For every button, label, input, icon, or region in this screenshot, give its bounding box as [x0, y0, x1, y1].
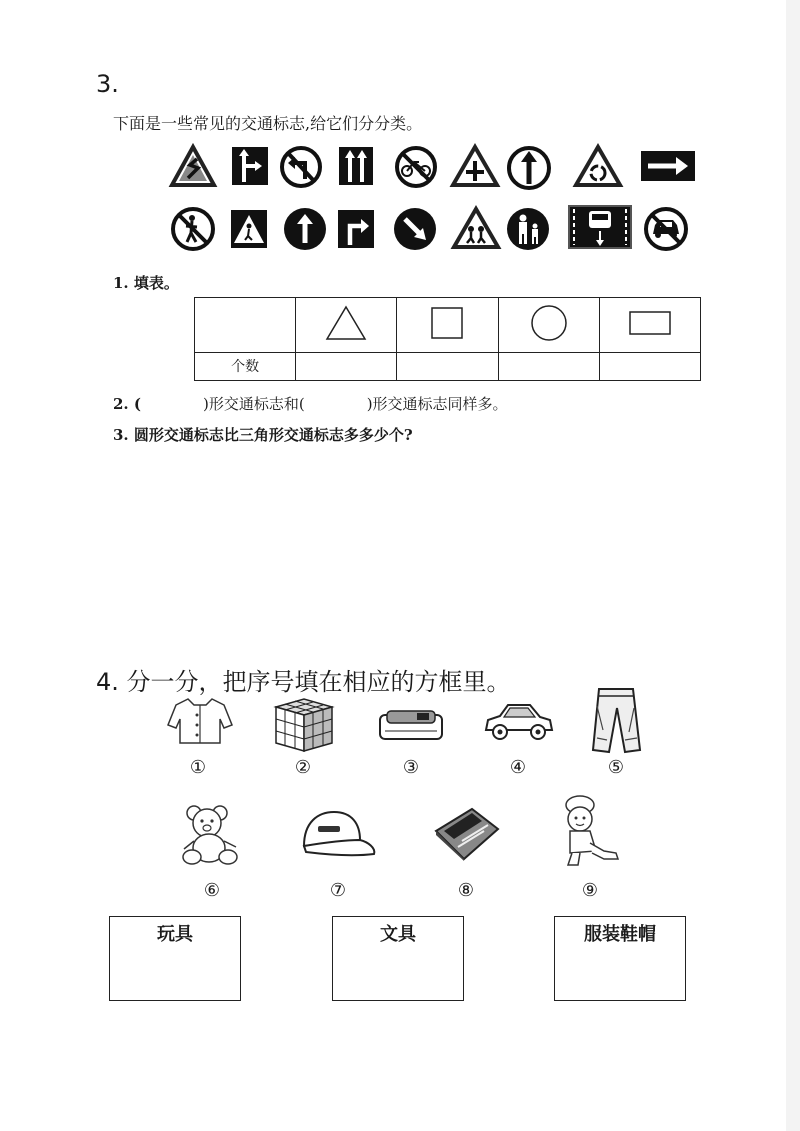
item-number-1: ①: [189, 757, 207, 778]
circle-no-left-turn-sign-icon: [279, 145, 323, 189]
item-number-7: ⑦: [329, 880, 347, 901]
item-number-8: ⑧: [457, 880, 475, 901]
square-turn-sign-icon: [231, 146, 269, 186]
part-3-line: 3. 圆形交通标志比三角形交通标志多多少个?: [113, 426, 413, 444]
part-2-line: [113, 393, 508, 414]
rectangle-header-cell: [599, 298, 700, 353]
part-2-b: )形交通标志和(: [202, 395, 305, 413]
question-3-intro: 下面是一些常见的交通标志,给它们分分类。: [113, 114, 423, 133]
triangle-count-cell[interactable]: [296, 352, 397, 380]
circle-up-arrow-sign-icon: [282, 206, 328, 252]
circle-no-bicycle-sign-icon: [394, 145, 438, 189]
item-number-3: ③: [402, 757, 420, 778]
shirt-icon: [166, 695, 234, 747]
scan-edge: [786, 0, 800, 1131]
eraser-icon: [432, 805, 502, 863]
shape-count-table: [194, 297, 701, 381]
square-count-cell[interactable]: [397, 352, 498, 380]
clothing-answer-box[interactable]: [554, 916, 686, 1001]
circle-pedestrian-sign-icon: [505, 206, 551, 252]
circle-header-cell: [498, 298, 599, 353]
circle-no-pedestrian-sign-icon: [170, 206, 216, 252]
item-number-9: ⑨: [581, 880, 599, 901]
square-straight-sign-icon: [338, 146, 374, 186]
stationery-box-label: 文具: [380, 924, 416, 945]
circle-count-cell[interactable]: [498, 352, 599, 380]
square-crosswalk-sign-icon: [230, 209, 268, 249]
part-2-c: )形交通标志同样多。: [366, 395, 508, 413]
stationery-answer-box[interactable]: [332, 916, 464, 1001]
item-number-2: ②: [294, 757, 312, 778]
pants-icon: [587, 686, 643, 754]
cap-icon: [298, 810, 378, 860]
triangle-roundabout-sign-icon: [574, 145, 622, 187]
pencil-case-icon: [377, 707, 447, 743]
question-3-number: 3.: [96, 70, 119, 98]
toys-answer-box[interactable]: [109, 916, 241, 1001]
rectangle-shape-icon: [628, 310, 672, 336]
square-shape-icon: [430, 306, 464, 340]
square-right-turn-sign-icon: [337, 209, 375, 249]
doll-icon: [556, 793, 622, 873]
rectangle-count-cell[interactable]: [599, 352, 700, 380]
square-bus-lane-sign-icon: [568, 205, 632, 249]
triangle-curve-sign-icon: [170, 145, 220, 187]
triangle-shape-icon: [325, 305, 367, 341]
teddy-bear-icon: [180, 803, 244, 867]
part-1-label: 1. 填表。: [113, 274, 179, 292]
rubiks-cube-icon: [272, 693, 336, 753]
rectangle-right-arrow-sign-icon: [640, 150, 696, 182]
circle-down-right-arrow-sign-icon: [392, 206, 438, 252]
toys-box-label: 玩具: [157, 924, 193, 945]
item-number-6: ⑥: [203, 880, 221, 901]
item-number-4: ④: [509, 757, 527, 778]
item-number-5: ⑤: [607, 757, 625, 778]
circle-shape-icon: [530, 304, 568, 342]
triangle-children-sign-icon: [452, 207, 500, 249]
table-corner-cell: [195, 298, 296, 353]
toy-car-icon: [482, 700, 554, 744]
triangle-header-cell: [296, 298, 397, 353]
circle-no-car-sign-icon: [643, 206, 689, 252]
circle-straight-arrow-sign-icon: [506, 145, 552, 191]
table-count-row: [195, 352, 701, 380]
question-4-title: 4. 分一分，把序号填在相应的方框里。: [96, 668, 511, 696]
part-2-a: 2. (: [113, 395, 141, 413]
triangle-crossroad-sign-icon: [451, 145, 499, 187]
table-header-row: [195, 298, 701, 353]
square-header-cell: [397, 298, 498, 353]
count-row-label: 个数: [195, 352, 296, 380]
clothing-box-label: 服装鞋帽: [584, 924, 656, 945]
